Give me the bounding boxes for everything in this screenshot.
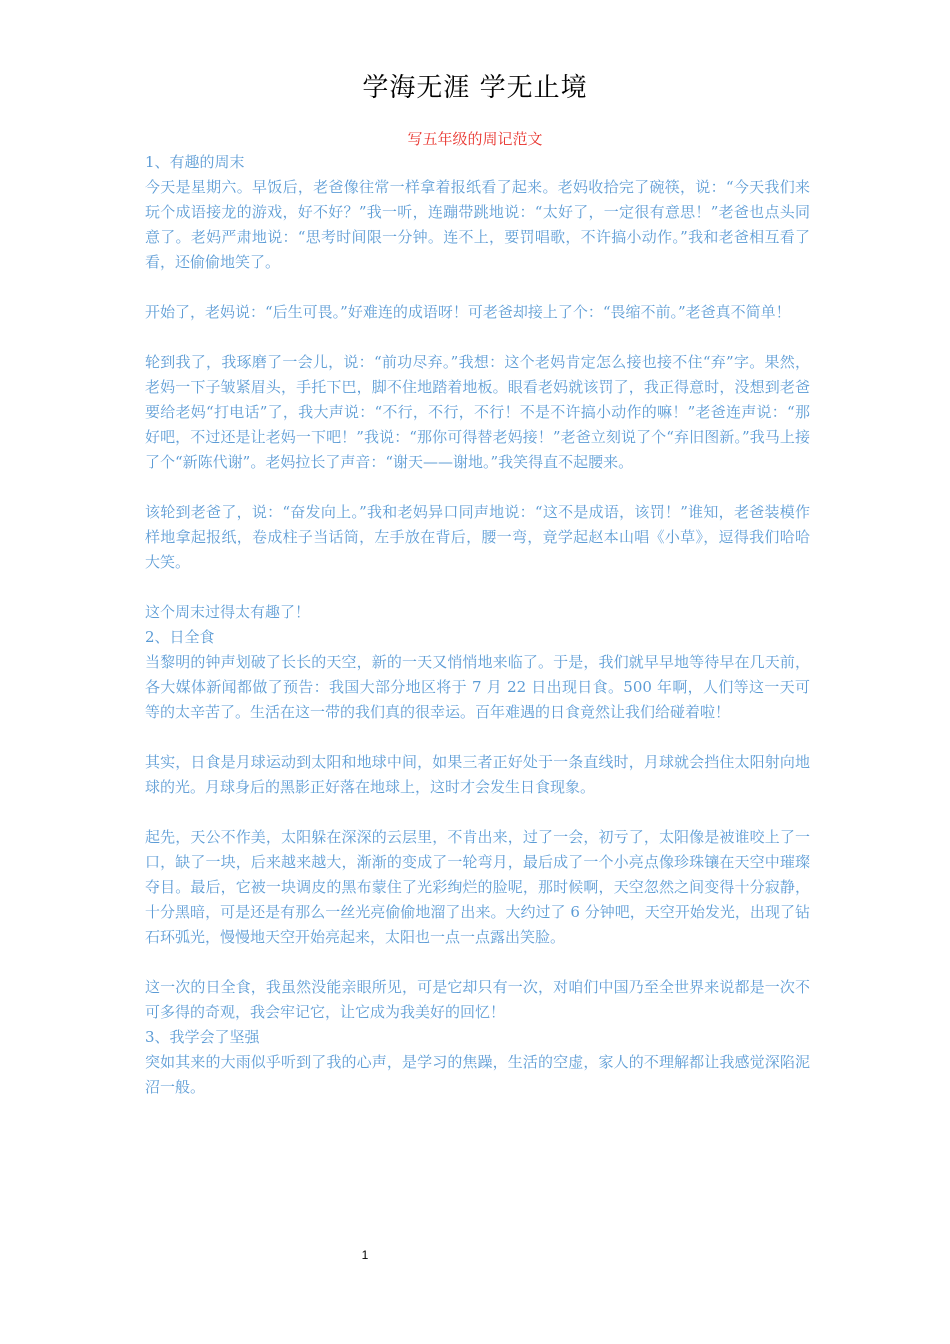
paragraph: 轮到我了，我琢磨了一会儿，说：“前功尽弃。”我想：这个老妈肯定怎么接也接不住“弃”字。果然，老妈一下子皱紧眉头，手托下巴，脚不住地踏着地板。眼看老妈就该罚了，我正得意时，没想到老爸要给老妈“打电话”了，我大声说：“不行，不行，不行！不是不许搞小动作的嘛！”老爸连声说：“那好吧，不过还是让老妈一下吧！”我说：“那你可得替老妈接！”老爸立刻说了个“弃旧图新。”我马上接了个“新陈代谢”。老妈拉长了声音：“谢天——谢地。”我笑得直不起腰来。 bbox=[145, 353, 810, 471]
blank-line bbox=[145, 575, 810, 600]
paragraph: 起先，天公不作美，太阳躲在深深的云层里，不肯出来，过了一会，初亏了，太阳像是被谁咬上了一口，缺了一块，后来越来越大，渐渐的变成了一轮弯月，最后成了一个小亮点像珍珠镶在天空中璀璨夺目。最后，它被一块调皮的黑布蒙住了光彩绚烂的脸呢，那时候啊，天空忽然之间变得十分寂静，十分黑暗，可是还是有那么一丝光亮偷偷地溜了出来。大约过了 6 分钟吧，天空开始发光，出现了钻石环弧光，慢慢地天空开始亮起来，太阳也一点一点露出笑脸。 bbox=[145, 828, 810, 946]
blank-line bbox=[145, 275, 810, 300]
paragraph: 当黎明的钟声划破了长长的天空，新的一天又悄悄地来临了。于是，我们就早早地等待早在几天前，各大媒体新闻都做了预告：我国大部分地区将于 7 月 22 日出现日食。500 年啊，人们等这一天可等的太辛苦了。生活在这一带的我们真的很幸运。百年难遇的日食竟然让我们给碰着啦！ bbox=[145, 653, 810, 721]
blank-line bbox=[145, 950, 810, 975]
paragraph: 其实，日食是月球运动到太阳和地球中间，如果三者正好处于一条直线时，月球就会挡住太阳射向地球的光。月球身后的黑影正好落在地球上，这时才会发生日食现象。 bbox=[145, 753, 810, 796]
blank-line bbox=[145, 475, 810, 500]
paragraph: 今天是星期六。早饭后，老爸像往常一样拿着报纸看了起来。老妈收拾完了碗筷，说：“今天我们来玩个成语接龙的游戏，好不好？”我一听，连蹦带跳地说：“太好了，一定很有意思！”老爸也点头同意了。老妈严肃地说：“思考时间限一分钟。连不上，要罚唱歌，不许搞小动作。”我和老爸相互看了看，还偷偷地笑了。 bbox=[145, 178, 810, 271]
section-heading-2: 2、日全食 bbox=[145, 628, 215, 646]
document-body bbox=[145, 150, 810, 1100]
blank-line bbox=[145, 800, 810, 825]
section-heading-1: 1、有趣的周末 bbox=[145, 153, 245, 171]
paragraph: 开始了，老妈说：“后生可畏。”好难连的成语呀！可老爸却接上了个：“畏缩不前。”老爸真不简单！ bbox=[145, 303, 791, 321]
section-heading-3: 3、我学会了坚强 bbox=[145, 1028, 260, 1046]
paragraph: 这一次的日全食，我虽然没能亲眼所见，可是它却只有一次，对咱们中国乃至全世界来说都是一次不可多得的奇观，我会牢记它，让它成为我美好的回忆！ bbox=[145, 978, 810, 1021]
paragraph: 突如其来的大雨似乎听到了我的心声，是学习的焦躁，生活的空虚，家人的不理解都让我感觉深陷泥沼一般。 bbox=[145, 1053, 810, 1096]
paragraph: 这个周末过得太有趣了！ bbox=[145, 603, 311, 621]
blank-line bbox=[145, 725, 810, 750]
page-header-title: 学海无涯 学无止境 bbox=[362, 73, 588, 103]
page-number: 1 bbox=[361, 1248, 369, 1262]
paragraph: 该轮到老爸了，说：“奋发向上。”我和老妈异口同声地说：“这不是成语，该罚！”谁知，老爸装模作样地拿起报纸，卷成柱子当话筒，左手放在背后，腰一弯，竟学起赵本山唱《小草》，逗得我们哈哈大笑。 bbox=[145, 503, 810, 571]
blank-line bbox=[145, 325, 810, 350]
document-title: 写五年级的周记范文 bbox=[407, 130, 543, 148]
